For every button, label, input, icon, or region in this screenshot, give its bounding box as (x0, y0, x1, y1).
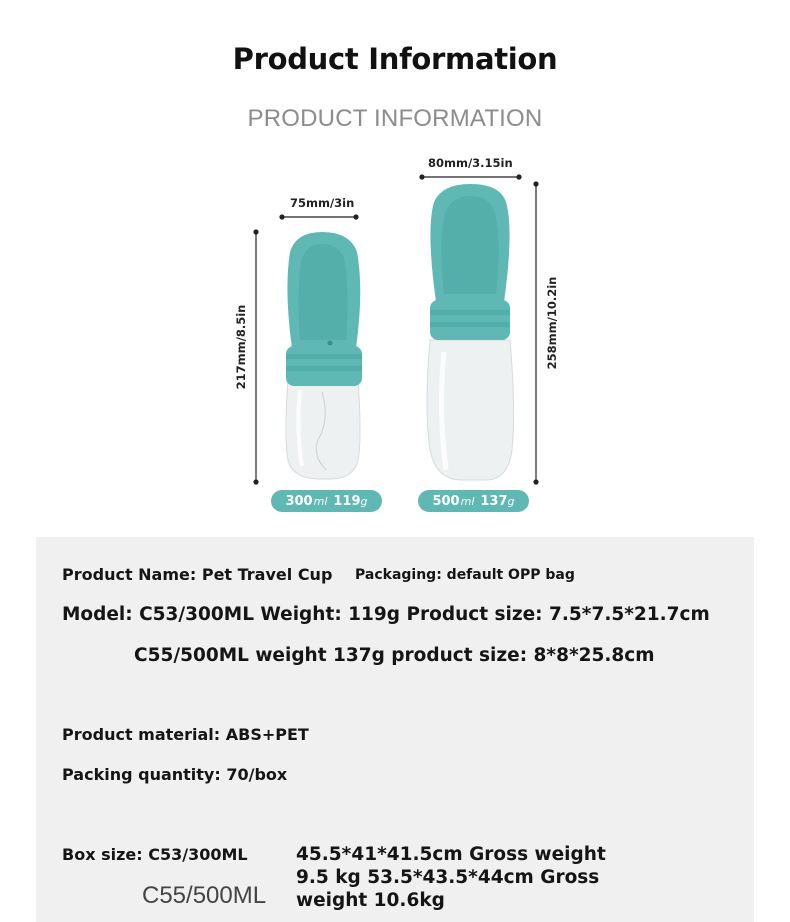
box-size-label-2: C55/500ML (142, 882, 267, 909)
product-figure (0, 140, 790, 520)
large-capacity-unit: ml (460, 494, 475, 508)
model-line-2: C55/500ML weight 137g product size: 8*8*25.8cm (134, 645, 655, 666)
large-weight-value: 137 (480, 493, 508, 509)
small-weight-value: 119 (333, 493, 361, 509)
small-width-label: 75mm/3in (290, 196, 355, 210)
large-weight-unit: g (507, 494, 515, 508)
box-size-details: 45.5*41*41.5cm Gross weight 9.5 kg 53.5*43.5*44cm Gross weight 10.6kg (296, 844, 606, 911)
large-width-dimension-line (420, 175, 521, 179)
large-capacity-value: 500 (432, 493, 460, 509)
packaging: Packaging: default OPP bag (355, 567, 575, 583)
large-width-label: 80mm/3.15in (428, 156, 513, 170)
product-material: Product material: ABS+PET (62, 725, 309, 744)
small-height-dimension-line (254, 230, 258, 484)
large-bottle (427, 184, 514, 480)
page-subtitle: PRODUCT INFORMATION (247, 105, 543, 132)
small-capacity-badge (271, 490, 382, 512)
large-capacity-badge (418, 490, 529, 512)
small-capacity-value: 300 (285, 493, 313, 509)
model-line: Model: C53/300ML Weight: 119g Product size: 7.5*7.5*21.7cm (62, 604, 710, 625)
small-bottle (286, 232, 362, 479)
product-name: Product Name: Pet Travel Cup (62, 565, 333, 584)
bottles-illustration (0, 140, 790, 520)
box-size-label: Box size: C53/300ML (62, 845, 248, 864)
large-height-label: 258mm/10.2in (545, 276, 559, 370)
small-capacity-unit: ml (313, 494, 328, 508)
large-height-dimension-line (534, 182, 538, 484)
small-weight-unit: g (360, 494, 368, 508)
small-height-label: 217mm/8.5in (234, 304, 248, 390)
small-width-dimension-line (280, 215, 358, 219)
packing-quantity: Packing quantity: 70/box (62, 765, 288, 784)
page-title: Product Information (232, 42, 558, 76)
